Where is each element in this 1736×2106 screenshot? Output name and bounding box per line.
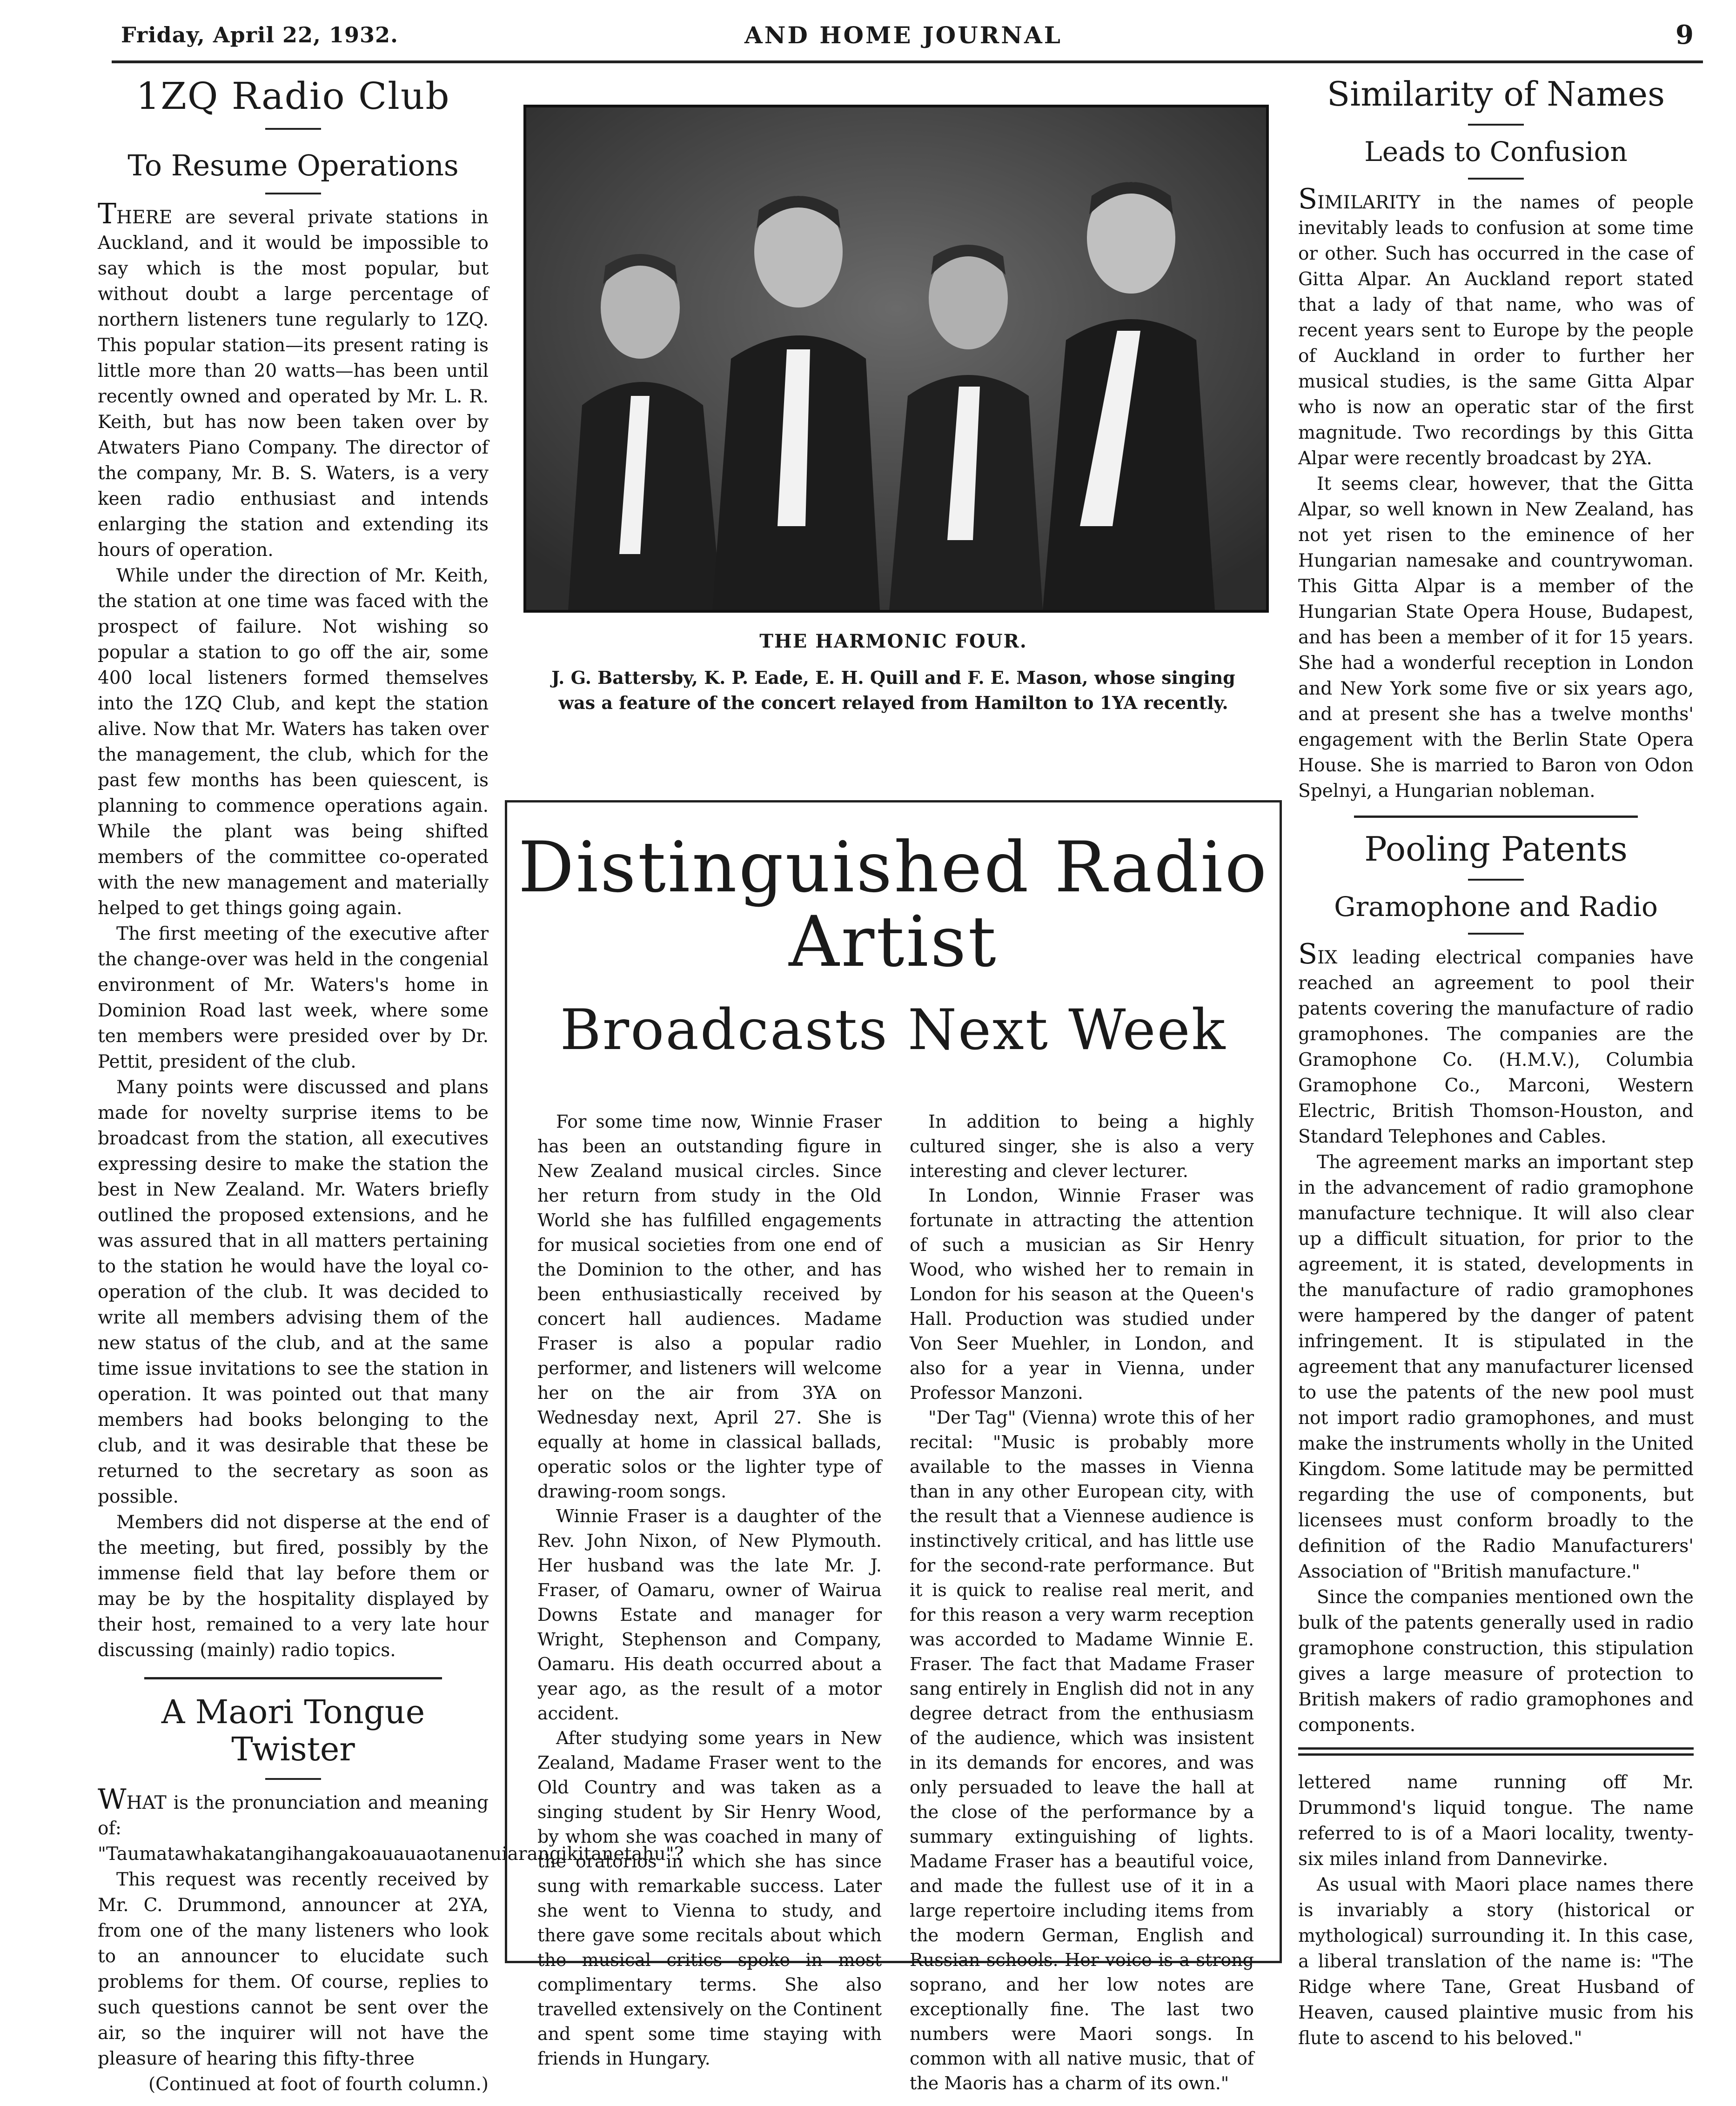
divider (1468, 933, 1524, 935)
quartet-photo-image (526, 107, 1266, 610)
issue-date: Friday, April 22, 1932. (121, 22, 399, 47)
article-paragraph: lettered name running off Mr. Drummond's liquid tongue. The name referred to is of a Maori locality, twenty-six miles inland from Dannevirke. (1298, 1772, 1694, 1870)
divider (144, 1677, 442, 1679)
article-paragraph: In London, Winnie Fraser was fortunate in attracting the attention of such a musician as Sir Henry Wood, who wished her to remain in London for his season at the Queen's Hall. Production was studied under Von Seer Muehler, in London, and also for a year in Vienna, under Professor Manzoni. (910, 1185, 1254, 1403)
article-paragraph: The agreement marks an important step in the advancement of radio gramophone manufacture technique. It will also clear up a difficult situation, for prior to the agreement, it is stated, developments in the manufacture of radio gramophones were hampered by the danger of patent infringement. It is stipulated in the agreement that any manufacturer licensed to use the patents of the new pool must not import radio gramophones, and must make the instruments wholly in the United Kingdom. Some latitude may be permitted regarding the use of components, but licensees must conform broadly to the definition of the Radio Manufacturers' Association of "British manufacture." (1298, 1152, 1694, 1582)
page-number: 9 (1676, 20, 1694, 50)
tongue-twister-title: A Maori Tongue Twister (161, 1693, 425, 1768)
article-paragraph: Members did not disperse at the end of the meeting, but fired, possibly by the immense field that lay before them or may be by the hospitality displayed by their host, remained to a very late hour discussing (mainly) radio topics. (98, 1512, 489, 1661)
radio-club-subtitle: To Resume Operations (127, 148, 459, 182)
article-paragraph: Since the companies mentioned own the bulk of the patents generally used in radio gramophone construction, this stipulation gives a large measure of protection to British makers of radio gramophones and components. (1298, 1587, 1694, 1736)
article-paragraph: The first meeting of the executive after the change-over was held in the congenial environment of Mr. Waters's home in Dominion Road last week, where some ten members were presided over by Dr. Pettit, president of the club. (98, 923, 489, 1072)
continuation-note: (Continued at foot of fourth column.) (148, 2074, 489, 2095)
photo-caption: J. G. Battersby, K. P. Eade, E. H. Quill and F. E. Mason, whose singing was a feature of the concert relayed from Hamilton to 1YA recently. (551, 667, 1235, 713)
drop-cap: S (1298, 938, 1318, 970)
journal-name: AND HOME JOURNAL (744, 21, 1062, 49)
harmonic-four-photo (523, 105, 1269, 613)
radio-club-title: 1ZQ Radio Club (136, 74, 450, 118)
feature-column-left (537, 1110, 882, 2096)
divider (1468, 879, 1524, 881)
article-paragraph: As usual with Maori place names there is invariably a story (historical or mythological) surrounding it. In this case, a liberal translation of the name is: "The Ridge where Tane, Great Husband of Heaven, caused plaintive music from his flute to ascend to his beloved." (1298, 1874, 1694, 2049)
page-header (112, 18, 1703, 63)
article-paragraph: It seems clear, however, that the Gitta Alpar, so well known in New Zealand, has not yet risen to the eminence of her Hungarian namesake and countrywoman. This Gitta Alpar is a member of the Hungarian State Opera House, Budapest, and has been a member of it for 15 years. She had a wonderful reception in London and New York some five or six years ago, and at present she has a twelve months' engagement with the Berlin State Opera House. She is married to Baron von Odon Spelnyi, a Hungarian nobleman. (1298, 474, 1694, 802)
feature-columns (537, 1110, 1254, 2096)
article-paragraph: Winnie Fraser is a daughter of the Rev. John Nixon, of New Plymouth. Her husband was the late Mr. J. Fraser, of Oamaru, owner of Wairua Downs Estate and manager for Wright, Stephenson and Company, Oamaru. His death occurred about a year ago, as the result of a motor accident. (537, 1506, 882, 1724)
divider (265, 128, 321, 130)
feature-article-box (505, 800, 1282, 2093)
left-column (98, 74, 684, 2097)
drop-cap: T (98, 198, 117, 230)
article-paragraph: WHAT is the pronunciation and meaning of: "Taumatawhakatangihangakoauauaotanenuiarangikitanetahu"? (98, 1783, 684, 1865)
similarity-subtitle: Leads to Confusion (1364, 136, 1628, 167)
pooling-patents-subtitle: Gramophone and Radio (1334, 891, 1658, 923)
feature-subtitle: Broadcasts Next Week (560, 998, 1227, 1063)
article-paragraph: After studying some years in New Zealand, Madame Fraser went to the Old Country and was taken as a singing student by Sir Henry Wood, by whom she was coached in many of the oratorios in which she has since sung with remarkable success. Later she went to Vienna to study, and there gave some recitals about which the musical critics spoke in most complimentary terms. She also travelled extensively on the Continent and spent some time staying with friends in Hungary. (537, 1728, 882, 2069)
article-paragraph: For some time now, Winnie Fraser has been an outstanding figure in New Zealand musical circles. Since her return from study in the Old World she has fulfilled engagements for musical societies from one end of the Dominion to the other, and has been enthusiastically received by concert hall audiences. Madame Fraser is also a popular radio performer, and listeners will welcome her on the air from 3YA on Wednesday next, April 27. She is equally at home in classical ballads, operatic solos or the lighter type of drawing-room songs. (537, 1111, 882, 1502)
divider (1468, 124, 1524, 126)
similarity-title: Similarity of Names (1327, 74, 1665, 114)
article-paragraph: THERE are several private stations in Auckland, and it would be impossible to say which is the most popular, but without doubt a large percentage of northern listeners tune regularly to 1ZQ. This popular station—its present rating is little more than 20 watts—has been until recently owned and operated by Mr. L. R. Keith, but has now been taken over by Atwaters Piano Company. The director of the company, Mr. B. S. Waters, is a very keen radio enthusiast and intends enlarging the station and extending its hours of operation. (98, 198, 489, 561)
double-divider (1298, 1747, 1694, 1756)
article-paragraph: SIMILARITY in the names of people inevitably leads to confusion at some time or other. Such has occurred in the case of Gitta Alpar. An Auckland report stated that a lady of that name, who was of recent years sent to Europe by the people of Auckland in order to further her musical studies, is the same Gitta Alpar who is now an operatic star of the first magnitude. Two recordings by this Gitta Alpar were recently broadcast by 2YA. (1298, 183, 1694, 469)
divider (1468, 178, 1524, 180)
divider (265, 193, 321, 194)
article-paragraph: Many points were discussed and plans made for novelty surprise items to be broadcast from the station, all executives expressing desire to make the station the best in New Zealand. Mr. Waters briefly outlined the proposed extensions, and he was assured that in all matters pertaining to the station he would have the loyal co-operation of the club. It was decided to write all members advising them of the new status of the club, and at the same time issue invitations to see the station in operation. It was pointed out that many members had books belonging to the club, and it was desirable that these be returned to the secretary as soon as possible. (98, 1077, 489, 1507)
pooling-patents-title: Pooling Patents (1364, 829, 1628, 869)
article-paragraph: SIX leading electrical companies have reached an agreement to pool their patents covering the manufacture of radio gramophones. The companies are the Gramophone Co. (H.M.V.), Columbia Gramophone Co., Marconi, Western Electric, British Thomson-Houston, and Standard Telephones and Cables. (1298, 938, 1694, 1147)
article-paragraph: In addition to being a highly cultured singer, she is also a very interesting and clever lecturer. (910, 1111, 1254, 1181)
drop-cap: S (1298, 183, 1318, 215)
drop-cap: W (98, 1783, 127, 1816)
divider (265, 1778, 321, 1780)
feature-column-right (910, 1110, 1254, 2096)
right-column (1298, 74, 1694, 2051)
article-paragraph: This request was recently received by Mr. C. Drummond, announcer at 2YA, from one of the many listeners who look to an announcer to elucidate such problems for them. Of course, replies to such questions cannot be sent over the air, so the inquirer will not have the pleasure of hearing this fifty-three (98, 1869, 489, 2069)
divider (1354, 816, 1638, 818)
article-paragraph: "Der Tag" (Vienna) wrote this of her recital: "Music is probably more available to the masses in Vienna than in any other European city, with the result that a Viennese audience is instinctively critical, and has little use for the second-rate performance. But it is quick to realise real merit, and for this reason a very warm reception was accorded to Madame Winnie E. Fraser. The fact that Madame Fraser sang entirely in English did not in any degree detract from the enthusiasm of the audience, which was insistent in its demands for encores, and was only persuaded to leave the hall at the close of the performance by a summary extinguishing of lights. Madame Fraser has a beautiful voice, and made the fullest use of it in a large repertoire including items from the modern German, English and Russian schools. Her voice is a strong soprano, and her low notes are exceptionally fine. The last two numbers were Maori songs. In common with all native music, that of the Maoris has a charm of its own." (910, 1407, 1254, 2093)
article-paragraph: While under the direction of Mr. Keith, the station at one time was faced with the prospect of failure. Not wishing so popular a station to go off the air, some 400 local listeners formed themselves into the 1ZQ Club, and kept the station alive. Now that Mr. Waters has taken over the management, the club, which for the past few months has been quiescent, is planning to commence operations again. While the plant was being shifted members of the committee co-operated with the new management and materially helped to get things going again. (98, 565, 489, 919)
photo-caption-title: THE HARMONIC FOUR. (759, 630, 1027, 652)
feature-title: Distinguished Radio Artist (518, 827, 1269, 983)
